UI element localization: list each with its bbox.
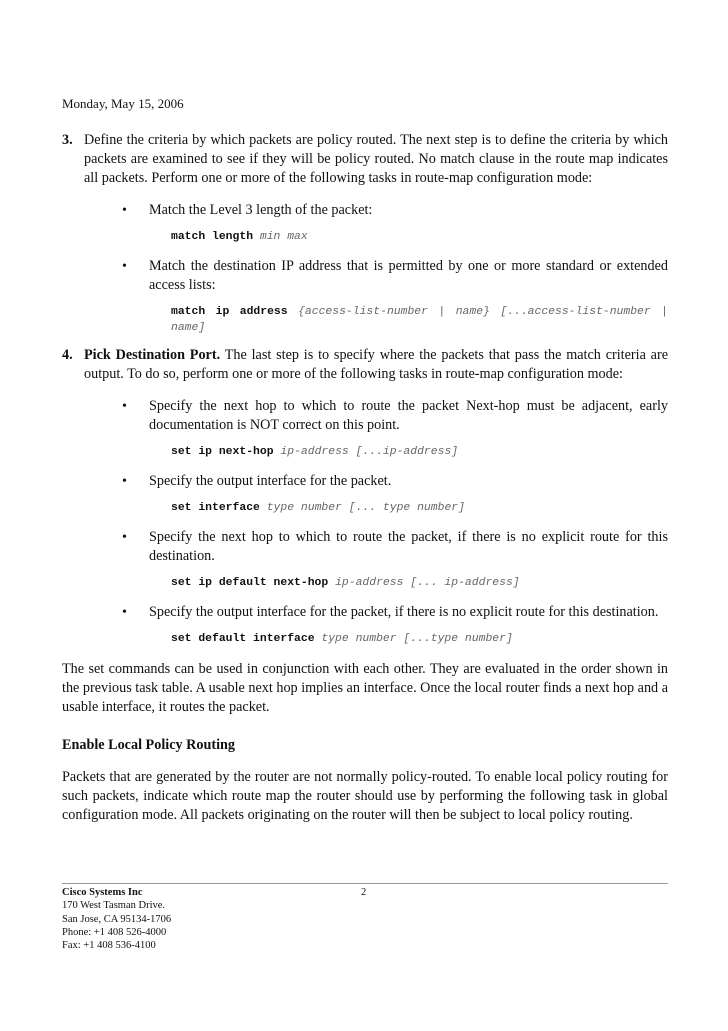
footer-fax: Fax: +1 408 536-4100 [62,940,156,952]
bullet-item [84,201,668,245]
bullet-icon: • [122,259,127,274]
command-args: ip-address [...ip-address] [280,446,459,458]
command-keyword: set interface [171,502,260,514]
bullet-text: Match the Level 3 length of the packet: [149,202,373,218]
bullet-icon: • [122,203,127,218]
command-line [171,575,668,591]
page-footer [62,886,668,952]
document-page [62,0,668,1031]
bullet-text: Match the destination IP address that is permitted by one or more standard or extended access lists: [149,258,668,293]
step-text: Define the criteria by which packets are policy routed. The next step is to define the criteria by which packets are examined to see if they will be policy routed. No match clause in the route map indicates all packets. Perform one or more of the following tasks in route-map configuration mode: [84,132,668,186]
bullet-item [84,528,668,591]
bullet-item [84,257,668,336]
bullet-item [84,603,668,647]
command-keyword: set default interface [171,633,315,645]
step-3 [62,131,668,336]
bullet-icon: • [122,474,127,489]
step-text [84,346,668,384]
command-args: min max [259,231,308,243]
bullet-text: Specify the output interface for the packet, if there is no explicit route for this destination. [149,604,659,620]
bullet-text: Specify the output interface for the packet. [149,473,392,489]
command-args: {access-list-number | name} [...access-list-number | name] [171,306,668,334]
section-heading: Enable Local Policy Routing [62,737,236,753]
bullet-item [84,472,668,516]
footer-phone: Phone: +1 408 526-4000 [62,926,167,938]
command-keyword: set ip next-hop [171,446,274,458]
command-keyword: match length [171,231,254,243]
bullet-icon: • [122,605,127,620]
command-line [171,229,668,245]
command-line [171,304,668,336]
paragraph-local-policy: Packets that are generated by the router are not normally policy-routed. To enable local policy routing for such packets, indicate which route map the router should use by performing the following task in global configuration mode. All packets originating on the router will then be subject to local policy routing. [62,769,668,823]
bullet-text: Specify the next hop to which to route the packet, if there is no explicit route for this destination. [149,529,668,564]
command-keyword: set ip default next-hop [171,577,329,589]
command-args: type number [... type number] [266,502,465,514]
step-number: 3. [62,132,73,148]
footer-company: Cisco Systems Inc [62,887,143,898]
step-4 [62,346,668,647]
step-number: 4. [62,347,73,363]
bullet-item [84,397,668,460]
bullet-text: Specify the next hop to which to route the packet Next-hop must be adjacent, early documentation is NOT correct on this point. [149,398,668,433]
command-line [171,500,668,516]
command-args: type number [...type number] [321,633,513,645]
command-keyword: match ip address [171,306,288,318]
command-line [171,631,668,647]
bullet-list [84,397,668,647]
page-number: 2 [361,887,367,898]
paragraph-set-commands: The set commands can be used in conjunction with each other. They are evaluated in the order shown in the previous task table. A usable next hop implies an interface. Once the local router finds a next hop and a usable interface, it routes the packet. [62,661,668,715]
command-args: ip-address [... ip-address] [335,577,520,589]
bullet-icon: • [122,530,127,545]
header-date: Monday, May 15, 2006 [62,96,184,111]
bullet-icon: • [122,399,127,414]
footer-address-line2: San Jose, CA 95134-1706 [62,913,172,925]
step-title: Pick Destination Port. [84,347,221,363]
step-body: The last step is to specify where the packets that pass the match criteria are output. To do so, perform one or more of the following tasks in route-map configuration mode: [84,347,668,382]
command-line [171,444,668,460]
footer-divider [62,883,668,884]
footer-address-line1: 170 West Tasman Drive. [62,900,166,912]
page-content [62,131,668,825]
bullet-list [84,201,668,336]
